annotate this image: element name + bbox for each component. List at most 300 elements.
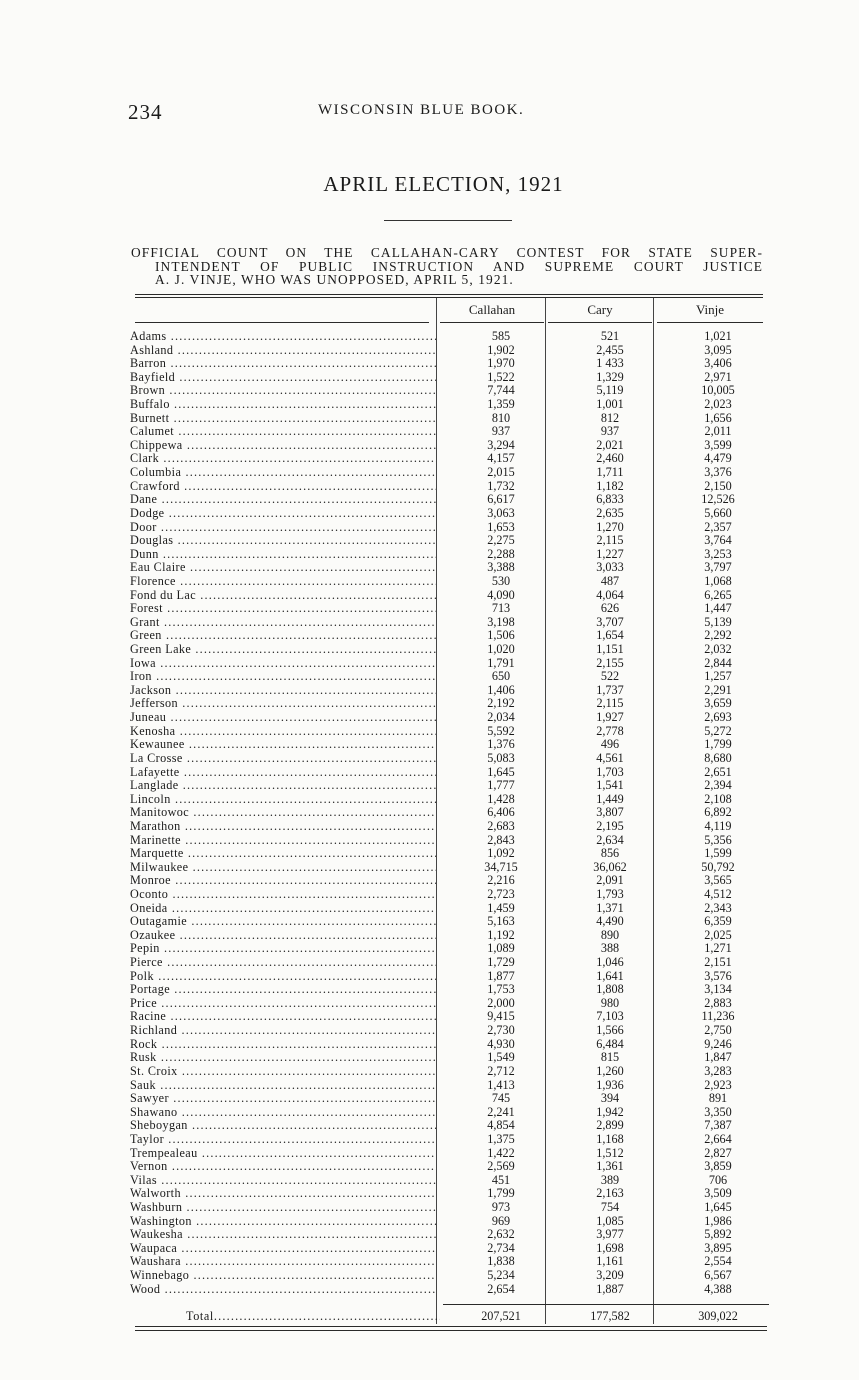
vinje-votes: 8,680 (704, 750, 732, 765)
county-name: Monroe ..... (130, 874, 436, 888)
header-underline-vinje (657, 322, 763, 323)
cary-votes: 754 (600, 1200, 620, 1214)
table-row (130, 1010, 770, 1024)
table-row (130, 1160, 770, 1174)
table-row (130, 493, 770, 507)
cary-votes: 1,329 (596, 369, 624, 384)
vinje-votes: 4,388 (704, 1281, 732, 1296)
cary-votes: 2,635 (596, 505, 624, 520)
vinje-votes: 1,847 (704, 1050, 732, 1065)
vinje-votes: 6,265 (704, 587, 732, 602)
cary-votes: 2,460 (596, 451, 624, 466)
callahan-votes: 1,838 (487, 1254, 515, 1269)
county-name: Iron ..... (130, 670, 436, 684)
vinje-votes: 11,236 (701, 1009, 735, 1024)
vinje-votes: 5,272 (704, 723, 732, 738)
vinje-votes: 3,576 (704, 968, 732, 983)
county-name: Vilas ..... (130, 1174, 436, 1188)
table-row (130, 534, 770, 548)
cary-votes: 6,484 (596, 1036, 624, 1051)
vinje-votes: 1,799 (704, 737, 732, 752)
column-header-vinje: Vinje (695, 302, 725, 317)
table-row (130, 847, 770, 861)
callahan-votes: 1,422 (487, 1145, 515, 1160)
county-name: Lafayette ..... (130, 766, 436, 780)
county-name: Langlade ..... (130, 779, 436, 793)
county-name: Jefferson ..... (130, 697, 436, 711)
vinje-votes: 2,651 (704, 764, 732, 779)
table-row (130, 874, 770, 888)
cary-votes: 937 (600, 424, 620, 439)
cary-votes: 3,707 (596, 614, 624, 629)
county-name: Racine ..... (130, 1010, 436, 1024)
total-label: Total ..... (186, 1309, 440, 1324)
vinje-votes: 2,883 (704, 995, 732, 1010)
county-name: Milwaukee ..... (130, 861, 436, 875)
callahan-votes: 1,970 (487, 356, 515, 371)
table-row (130, 929, 770, 943)
callahan-votes: 2,734 (487, 1240, 515, 1255)
vinje-votes: 3,134 (704, 982, 732, 997)
vinje-votes: 3,350 (704, 1104, 732, 1119)
callahan-votes: 969 (491, 1213, 511, 1228)
cary-votes: 1,703 (596, 764, 624, 779)
county-name: Douglas ..... (130, 534, 436, 548)
cary-votes: 2,115 (596, 696, 624, 711)
callahan-votes: 2,730 (487, 1023, 515, 1038)
vinje-votes: 4,479 (704, 451, 732, 466)
table-row (130, 725, 770, 739)
table-row (130, 902, 770, 916)
callahan-votes: 1,428 (487, 791, 515, 806)
table-row (130, 942, 770, 956)
callahan-votes: 2,632 (487, 1227, 515, 1242)
callahan-votes: 745 (491, 1091, 511, 1106)
callahan-votes: 1,192 (487, 927, 515, 942)
vinje-votes: 2,291 (704, 682, 732, 697)
cary-votes: 1,698 (596, 1240, 624, 1255)
cary-votes: 2,163 (596, 1186, 624, 1201)
callahan-votes: 4,854 (487, 1118, 515, 1133)
county-name: Taylor ..... (130, 1133, 436, 1147)
county-name: Grant ..... (130, 616, 436, 630)
table-row (130, 1283, 770, 1297)
callahan-votes: 937 (491, 424, 511, 439)
callahan-votes: 4,090 (487, 587, 515, 602)
cary-votes: 1,641 (596, 968, 624, 983)
table-row (130, 1038, 770, 1052)
callahan-votes: 2,000 (487, 995, 515, 1010)
callahan-votes: 9,415 (487, 1009, 515, 1024)
table-row (130, 806, 770, 820)
table-row (130, 1228, 770, 1242)
county-name: Door ..... (130, 521, 436, 535)
header-underline-cary (548, 322, 652, 323)
table-row (130, 452, 770, 466)
county-name: Marquette ..... (130, 847, 436, 861)
callahan-votes: 1,413 (487, 1077, 515, 1092)
callahan-votes: 1,777 (487, 778, 515, 793)
vinje-votes: 2,023 (704, 397, 732, 412)
total-cary: 177,582 (590, 1309, 630, 1323)
callahan-votes: 34,715 (484, 859, 518, 874)
cary-votes: 2,091 (596, 873, 624, 888)
table-row (130, 1106, 770, 1120)
cary-votes: 1,737 (596, 682, 624, 697)
cary-votes: 3,209 (596, 1268, 624, 1283)
county-name: Adams ..... (130, 330, 436, 344)
county-name: Iowa ..... (130, 657, 436, 671)
table-row (130, 970, 770, 984)
callahan-votes: 1,902 (487, 342, 515, 357)
cary-votes: 2,115 (596, 533, 624, 548)
vinje-votes: 50,792 (701, 859, 735, 874)
callahan-votes: 1,020 (487, 642, 515, 657)
cary-votes: 487 (600, 573, 620, 588)
cary-votes: 389 (600, 1172, 620, 1187)
callahan-votes: 810 (491, 410, 511, 425)
county-name: Oconto ..... (130, 888, 436, 902)
table-bottom-rule (135, 1326, 767, 1327)
cary-votes: 1,161 (596, 1254, 624, 1269)
cary-votes: 1,371 (596, 900, 624, 915)
callahan-votes: 2,569 (487, 1159, 515, 1174)
county-name: Wood ..... (130, 1283, 436, 1297)
vinje-votes: 891 (708, 1091, 728, 1106)
callahan-votes: 2,241 (487, 1104, 515, 1119)
county-name: Washburn ..... (130, 1201, 436, 1215)
county-name: Polk ..... (130, 970, 436, 984)
cary-votes: 388 (600, 941, 620, 956)
county-name: Richland ..... (130, 1024, 436, 1038)
vinje-votes: 10,005 (701, 383, 735, 398)
vinje-votes: 2,664 (704, 1131, 732, 1146)
cary-votes: 4,490 (596, 914, 624, 929)
table-row (130, 412, 770, 426)
county-name: Marathon ..... (130, 820, 436, 834)
vinje-votes: 2,554 (704, 1254, 732, 1269)
vinje-votes: 1,656 (704, 410, 732, 425)
vinje-votes: 5,139 (704, 614, 732, 629)
county-name: Lincoln ..... (130, 793, 436, 807)
vinje-votes: 2,394 (704, 778, 732, 793)
table-row (130, 480, 770, 494)
county-name: Brown ..... (130, 384, 436, 398)
county-name: Marinette ..... (130, 834, 436, 848)
cary-votes: 1,936 (596, 1077, 624, 1092)
table-row (130, 616, 770, 630)
table-row (130, 575, 770, 589)
cary-votes: 394 (600, 1091, 620, 1106)
vinje-votes: 1,021 (704, 329, 732, 343)
vinje-votes: 2,827 (704, 1145, 732, 1160)
vinje-votes: 1,645 (704, 1200, 732, 1214)
county-name: Oneida ..... (130, 902, 436, 916)
callahan-votes: 3,388 (487, 560, 515, 575)
county-name: Vernon ..... (130, 1160, 436, 1174)
vinje-votes: 3,509 (704, 1186, 732, 1201)
callahan-votes: 530 (491, 573, 511, 588)
table-row (130, 507, 770, 521)
cary-votes: 2,778 (596, 723, 624, 738)
table-row (130, 1215, 770, 1229)
vinje-votes: 5,356 (704, 832, 732, 847)
vinje-votes: 3,376 (704, 465, 732, 480)
callahan-votes: 1,089 (487, 941, 515, 956)
callahan-votes: 4,157 (487, 451, 515, 466)
table-row (130, 466, 770, 480)
table-row (130, 820, 770, 834)
vinje-votes: 3,659 (704, 696, 732, 711)
county-name: Sauk ..... (130, 1079, 436, 1093)
table-row (130, 1201, 770, 1215)
cary-votes: 856 (600, 846, 620, 861)
callahan-votes: 1,459 (487, 900, 515, 915)
table-row (130, 752, 770, 766)
table-row (130, 997, 770, 1011)
table-top-rule (135, 294, 763, 295)
county-name: Dunn ..... (130, 548, 436, 562)
callahan-votes: 7,744 (487, 383, 515, 398)
intro-line-1: OFFICIAL COUNT ON THE CALLAHAN-CARY CONTEST FOR STATE SUPER- (131, 245, 763, 260)
table-row (130, 1119, 770, 1133)
cary-votes: 5,119 (596, 383, 624, 398)
table-row (130, 1092, 770, 1106)
table-row (130, 384, 770, 398)
vinje-votes: 3,095 (704, 342, 732, 357)
vinje-votes: 2,357 (704, 519, 732, 534)
callahan-votes: 2,015 (487, 465, 515, 480)
table-row (130, 1133, 770, 1147)
cary-votes: 4,561 (596, 750, 624, 765)
table-row (130, 779, 770, 793)
county-name: Walworth ..... (130, 1187, 436, 1201)
table-row (130, 1079, 770, 1093)
callahan-votes: 2,843 (487, 832, 515, 847)
callahan-votes: 973 (491, 1200, 511, 1214)
table-row (130, 670, 770, 684)
cary-votes: 2,455 (596, 342, 624, 357)
county-name: Pierce ..... (130, 956, 436, 970)
table-row (130, 561, 770, 575)
county-name: Outagamie ..... (130, 915, 436, 929)
county-name: Florence ..... (130, 575, 436, 589)
cary-votes: 6,833 (596, 492, 624, 507)
county-name: Winnebago ..... (130, 1269, 436, 1283)
cary-votes: 980 (600, 995, 620, 1010)
vinje-votes: 2,844 (704, 655, 732, 670)
table-row (130, 330, 770, 344)
callahan-votes: 1,753 (487, 982, 515, 997)
callahan-votes: 1,522 (487, 369, 515, 384)
callahan-votes: 1,877 (487, 968, 515, 983)
running-title: WISCONSIN BLUE BOOK. (318, 102, 525, 118)
cary-votes: 1,512 (596, 1145, 624, 1160)
cary-votes: 1,711 (596, 465, 624, 480)
vinje-votes: 2,025 (704, 927, 732, 942)
cary-votes: 1,541 (596, 778, 624, 793)
callahan-votes: 1,549 (487, 1050, 515, 1065)
vinje-votes: 3,764 (704, 533, 732, 548)
county-name: Eau Claire ..... (130, 561, 436, 575)
callahan-votes: 1,791 (487, 655, 515, 670)
callahan-votes: 2,216 (487, 873, 515, 888)
table-row (130, 371, 770, 385)
vinje-votes: 1,447 (704, 601, 732, 616)
table-row (130, 888, 770, 902)
table-body (130, 330, 770, 1296)
table-row (130, 1242, 770, 1256)
vinje-votes: 5,660 (704, 505, 732, 520)
county-name: Kewaunee ..... (130, 738, 436, 752)
cary-votes: 1,887 (596, 1281, 624, 1296)
cary-votes: 1,808 (596, 982, 624, 997)
callahan-votes: 1,092 (487, 846, 515, 861)
cary-votes: 4,064 (596, 587, 624, 602)
county-name: Burnett ..... (130, 412, 436, 426)
vinje-votes: 2,971 (704, 369, 732, 384)
table-row (130, 344, 770, 358)
table-row (130, 834, 770, 848)
callahan-votes: 713 (491, 601, 511, 616)
table-row (130, 983, 770, 997)
intro-line-3: A. J. VINJE, WHO WAS UNOPPOSED, APRIL 5, 1921. (155, 272, 514, 288)
county-name: Clark ..... (130, 452, 436, 466)
callahan-votes: 4,930 (487, 1036, 515, 1051)
title-rule (384, 220, 512, 221)
county-name: Shawano ..... (130, 1106, 436, 1120)
county-name: Dodge ..... (130, 507, 436, 521)
cary-votes: 1,927 (596, 710, 624, 725)
cary-votes: 1,168 (596, 1131, 624, 1146)
county-name: Forest ..... (130, 602, 436, 616)
callahan-votes: 1,375 (487, 1131, 515, 1146)
vinje-votes: 4,119 (704, 818, 732, 833)
table-row (130, 657, 770, 671)
table-row (130, 398, 770, 412)
cary-votes: 2,155 (596, 655, 624, 670)
cary-votes: 1,793 (596, 886, 624, 901)
cary-votes: 626 (600, 601, 620, 616)
county-name: Jackson ..... (130, 684, 436, 698)
cary-votes: 1 433 (596, 356, 624, 371)
county-name: Waushara ..... (130, 1255, 436, 1269)
county-name: Rusk ..... (130, 1051, 436, 1065)
column-header-callahan: Callahan (468, 302, 516, 317)
county-name: Rock ..... (130, 1038, 436, 1052)
vinje-votes: 2,750 (704, 1023, 732, 1038)
county-name: Ashland ..... (130, 344, 436, 358)
callahan-votes: 5,163 (487, 914, 515, 929)
cary-votes: 1,260 (596, 1063, 624, 1078)
county-name: La Crosse ..... (130, 752, 436, 766)
callahan-votes: 451 (491, 1172, 511, 1187)
vinje-votes: 3,565 (704, 873, 732, 888)
page-number: 234 (128, 100, 163, 124)
callahan-votes: 1,406 (487, 682, 515, 697)
county-name: Buffalo ..... (130, 398, 436, 412)
table-row (130, 956, 770, 970)
callahan-votes: 2,192 (487, 696, 515, 711)
cary-votes: 1,942 (596, 1104, 624, 1119)
cary-votes: 1,449 (596, 791, 624, 806)
county-name: Calumet ..... (130, 425, 436, 439)
county-name: Kenosha ..... (130, 725, 436, 739)
vinje-votes: 3,895 (704, 1240, 732, 1255)
vinje-votes: 6,892 (704, 805, 732, 820)
county-name: Crawford ..... (130, 480, 436, 494)
cary-votes: 890 (600, 927, 620, 942)
callahan-votes: 6,617 (487, 492, 515, 507)
county-name: Green Lake ..... (130, 643, 436, 657)
county-name: Green ..... (130, 629, 436, 643)
cary-votes: 1,227 (596, 546, 624, 561)
total-vinje: 309,022 (698, 1309, 738, 1323)
vinje-votes: 5,892 (704, 1227, 732, 1242)
callahan-votes: 1,799 (487, 1186, 515, 1201)
callahan-votes: 1,732 (487, 478, 515, 493)
vinje-votes: 6,567 (704, 1268, 732, 1283)
callahan-votes: 1,729 (487, 955, 515, 970)
table-row (130, 1051, 770, 1065)
county-name: Columbia ..... (130, 466, 436, 480)
vinje-votes: 706 (708, 1172, 728, 1187)
vinje-votes: 2,032 (704, 642, 732, 657)
vinje-votes: 2,923 (704, 1077, 732, 1092)
cary-votes: 2,634 (596, 832, 624, 847)
county-name: Manitowoc ..... (130, 806, 436, 820)
table-row (130, 357, 770, 371)
vinje-votes: 1,068 (704, 573, 732, 588)
cary-votes: 36,062 (593, 859, 627, 874)
county-name: Washington ..... (130, 1215, 436, 1229)
vinje-votes: 1,599 (704, 846, 732, 861)
column-header-cary: Cary (587, 302, 613, 317)
table-row (130, 861, 770, 875)
table-row (130, 738, 770, 752)
callahan-votes: 1,359 (487, 397, 515, 412)
vinje-votes: 3,859 (704, 1159, 732, 1174)
vinje-votes: 3,797 (704, 560, 732, 575)
callahan-votes: 5,592 (487, 723, 515, 738)
table-row (130, 711, 770, 725)
table-row (130, 521, 770, 535)
vinje-votes: 3,599 (704, 437, 732, 452)
vinje-votes: 1,986 (704, 1213, 732, 1228)
county-name: Price ..... (130, 997, 436, 1011)
table-row (130, 643, 770, 657)
cary-votes: 1,270 (596, 519, 624, 534)
callahan-votes: 1,645 (487, 764, 515, 779)
cary-votes: 3,033 (596, 560, 624, 575)
county-name: Sheboygan ..... (130, 1119, 436, 1133)
county-name: Pepin ..... (130, 942, 436, 956)
cary-votes: 1,085 (596, 1213, 624, 1228)
table-row (130, 915, 770, 929)
callahan-votes: 2,683 (487, 818, 515, 833)
table-row (130, 793, 770, 807)
county-name: Waupaca ..... (130, 1242, 436, 1256)
table-row (130, 602, 770, 616)
table-row (130, 629, 770, 643)
cary-votes: 2,899 (596, 1118, 624, 1133)
table-row (130, 1174, 770, 1188)
cary-votes: 3,807 (596, 805, 624, 820)
callahan-votes: 5,234 (487, 1268, 515, 1283)
county-name: Fond du Lac ..... (130, 589, 436, 603)
vinje-votes: 4,512 (704, 886, 732, 901)
callahan-votes: 1,653 (487, 519, 515, 534)
